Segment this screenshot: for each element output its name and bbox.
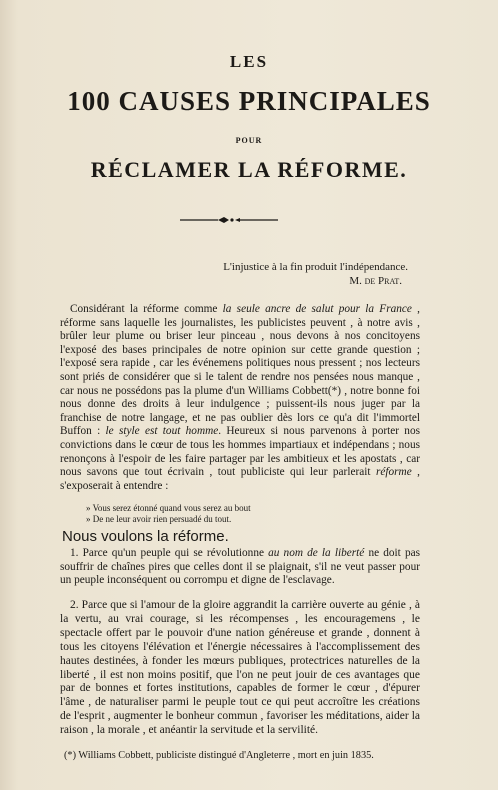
item-2: 2. Parce que si l'amour de la gloire aggrandit la carrière ouverte au génie , à la vertu, au vrai courage, si les récompenses , les encouragemens , le spectacle offert par le pouvoir d'une nation généreuse et grande , donnent à tous les citoyens l'élévation et l'énergie nécessaires à l'accomplissement des hautes destinées, à fonder les mœurs publiques, protectrices naturelles de la liberté , il est non moins positif, que l'on ne peut jouir de ces avantages que par de bonnes et fortes institutions, capables de former le cœur , d'épurer l'âme , de naturaliser parmi le peuple tout ce qui peut accroître les créations de l'esprit , augmenter le bonheur commun , favoriser les méditations, aider la raison , la morale , et anéantir la servitude et la servilité. [60,599,420,737]
title-les: LES [229,52,269,71]
quote-line: » Vous serez étonné quand vous serez au bout [86,503,251,513]
item-1 [60,547,420,588]
text-run: . Heureux si nous parvenons à porter nos convictions dans le cœur de tous les hommes impartiaux et indépendans ; nous renonçons à l'espoir de les faire partager par les ambitieux et les apostats , car nous savons que tout écrivain , tout publiciste qui leur parlerait [60,425,420,479]
italic-run: réforme [375,466,412,479]
quote-line: » De ne leur avoir rien persuadé du tout. [86,514,232,524]
title-main: 100 CAUSES PRINCIPALES [67,86,431,116]
title-reclamer: RÉCLAMER LA RÉFORME. [90,157,408,182]
italic-run: la seule ancre de salut pour la France [222,303,412,315]
section-heading: Nous voulons la réforme. [62,528,229,545]
footnote: (*) Williams Cobbett, publiciste distingué d'Angleterre , mort en juin 1835. [64,750,374,761]
epigraph-line: L'injustice à la fin produit l'indépendance. [223,261,408,273]
text-run: Considérant la réforme comme [70,303,223,315]
text-run: , réforme sans laquelle les journalistes, les publicistes peuvent , à notre avis , brûler leur plume ou briser leur pinceau , nous devons à nos concitoyens l'exposé des bases principales de notre opinion sur cette grande question ; l'exposé sera rapide , car les événemens politiques nous pressent ; nos lecteurs sont priés de considérer que si le talent de rendre nos pensées nous manque , car nous ne possédons pas la plume d'un Williams Cobbett(*) , notre bonne foi nous donne des droits à leur indulgence ; puissent-ils nous juger par la franchise de notre langage, et ne pas oublier dès lors ce qu'a dit l'immortel Buffon : [60,303,420,438]
text-run: ne doit pas souffrir de chaînes pires que celles dont il se plaignait, s'il ne veut passer pour un peuple inconséquent ou corrompu et digne de l'esclavage. [60,547,420,587]
italic-run: au nom de la liberté [268,547,365,559]
text-run: , s'exposerait à entendre : [60,466,420,492]
ornament-rule-icon [180,216,278,224]
italic-run: le style est tout homme [105,425,219,438]
text-run: 1. Parce qu'un peuple qui se révolutionne [70,547,269,559]
epigraph [168,260,408,288]
paragraph-intro [60,303,420,493]
epigraph-author: M. de Prat. [349,275,402,287]
title-pour: POUR [235,136,263,145]
